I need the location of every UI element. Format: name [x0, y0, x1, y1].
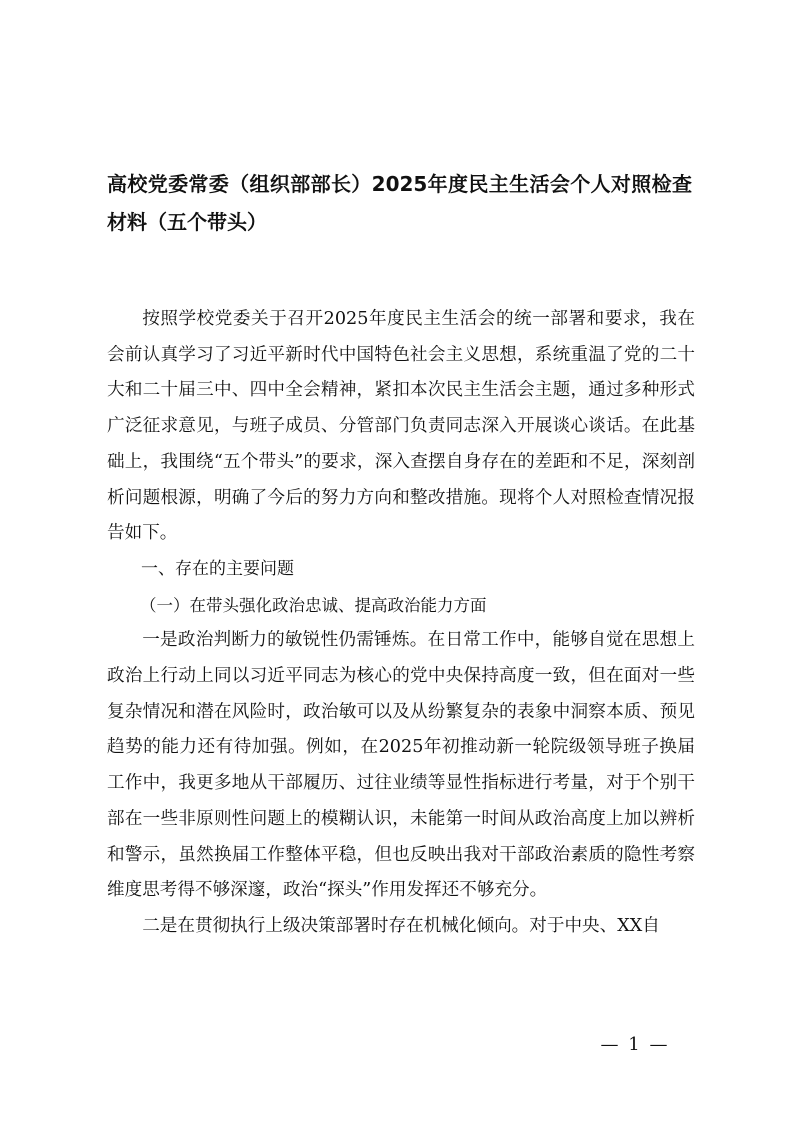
- point-2-paragraph: 二是在贯彻执行上级决策部署时存在机械化倾向。对于中央、XX自: [142, 915, 660, 936]
- document-body: [107, 302, 695, 945]
- point-1-paragraph: 一是政治判断力的敏锐性仍需锤炼。在日常工作中，能够自觉在思想上政治上行动上同以习近平同志为核心的党中央保持高度一致，但在面对一些复杂情况和潜在风险时，政治敏可以及从纷繁复杂的表象中洞察本质、预见趋势的能力还有待加强。例如，在2025年初推动新一轮院级领导班子换届工作中，我更多地从干部履历、过往业绩等显性指标进行考量，对于个别干部在一些非原则性问题上的模糊认识，未能第一时间从政治高度上加以辨析和警示，虽然换届工作整体平稳，但也反映出我对干部政治素质的隐性考察维度思考得不够深邃，政治“探头”作用发挥还不够充分。: [107, 630, 695, 901]
- document-title: 高校党委常委（组织部部长）2025年度民主生活会个人对照检查材料（五个带头）: [107, 172, 692, 234]
- intro-paragraph: 按照学校党委关于召开2025年度民主生活会的统一部署和要求，我在会前认真学习了习近平新时代中国特色社会主义思想，系统重温了党的二十大和二十届三中、四中全会精神，紧扣本次民主生活会主题，通过多种形式广泛征求意见，与班子成员、分管部门负责同志深入开展谈心谈话。在此基础上，我围绕“五个带头”的要求，深入查摆自身存在的差距和不足，深刻剖析问题根源，明确了今后的努力方向和整改措施。现将个人对照检查情况报告如下。: [107, 309, 695, 544]
- subsection-heading: （一）在带头强化政治忠诚、提高政治能力方面: [140, 595, 487, 615]
- section-heading: 一、存在的主要问题: [141, 558, 294, 579]
- page-number: — 1 —: [600, 1034, 670, 1055]
